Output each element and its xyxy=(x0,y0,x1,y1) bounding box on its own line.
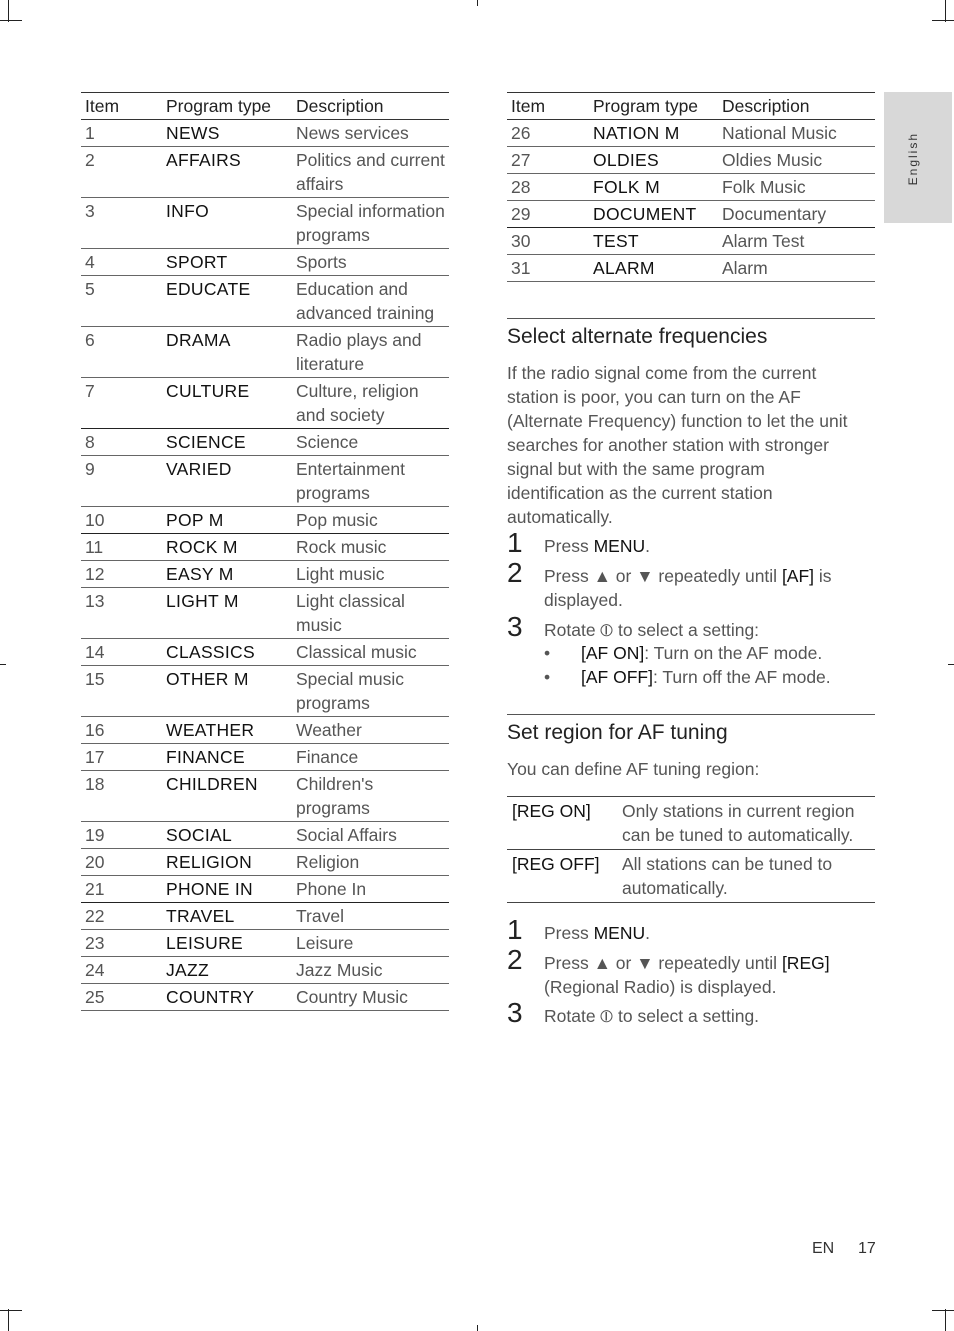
program-type: NATION M xyxy=(589,120,718,147)
region-options-table xyxy=(507,796,875,903)
table-row xyxy=(81,876,449,903)
item-number: 5 xyxy=(81,276,162,327)
table-row xyxy=(507,797,875,850)
program-description: News services xyxy=(292,120,449,147)
table-row xyxy=(81,666,449,717)
table-row xyxy=(81,507,449,534)
table-row xyxy=(81,903,449,930)
program-description: Finance xyxy=(292,744,449,771)
table-row xyxy=(81,930,449,957)
item-number: 10 xyxy=(81,507,162,534)
step-number: 2 xyxy=(507,557,523,588)
section-heading-region: Set region for AF tuning xyxy=(507,714,875,747)
item-number: 30 xyxy=(507,228,589,255)
program-description: National Music xyxy=(718,120,875,147)
table-row xyxy=(81,534,449,561)
program-type: COUNTRY xyxy=(162,984,292,1011)
crop-mark xyxy=(477,0,478,6)
program-description: Light music xyxy=(292,561,449,588)
program-type: CLASSICS xyxy=(162,639,292,666)
step-number: 1 xyxy=(507,914,523,945)
bullet-dot: • xyxy=(544,667,551,687)
table-row xyxy=(81,198,449,249)
program-type: EASY M xyxy=(162,561,292,588)
item-number: 6 xyxy=(81,327,162,378)
step-number: 3 xyxy=(507,611,523,642)
program-description: Social Affairs xyxy=(292,822,449,849)
item-number: 21 xyxy=(81,876,162,903)
program-description: Education and advanced training xyxy=(292,276,449,327)
table-row xyxy=(81,561,449,588)
table-row xyxy=(81,429,449,456)
item-number: 27 xyxy=(507,147,589,174)
step-text: Rotate ⦶ to select a setting. xyxy=(544,1006,760,1026)
item-number: 7 xyxy=(81,378,162,429)
table-row xyxy=(81,588,449,639)
step-number: 2 xyxy=(507,944,523,975)
step-text: Press xyxy=(544,923,594,943)
reg-on-key: [REG ON] xyxy=(507,797,617,850)
crop-mark xyxy=(0,1310,22,1311)
item-number: 24 xyxy=(81,957,162,984)
language-tab xyxy=(884,92,952,223)
item-number: 31 xyxy=(507,255,589,282)
program-type: TRAVEL xyxy=(162,903,292,930)
table-row xyxy=(507,228,875,255)
reg-off-desc: All stations can be tuned to automatically. xyxy=(617,850,875,903)
program-type: DOCUMENT xyxy=(589,201,718,228)
program-description: Politics and current affairs xyxy=(292,147,449,198)
table-row xyxy=(81,849,449,876)
header-program-type: Program type xyxy=(162,93,292,120)
program-description: Religion xyxy=(292,849,449,876)
program-description: Folk Music xyxy=(718,174,875,201)
program-type: OTHER M xyxy=(162,666,292,717)
crop-mark xyxy=(948,664,954,665)
bullet-text: : Turn on the AF mode. xyxy=(644,643,823,663)
crop-mark xyxy=(477,1325,478,1331)
bullet-dot: • xyxy=(544,643,551,663)
reg-key: [REG] xyxy=(781,953,830,973)
table-row xyxy=(81,378,449,429)
program-type: SCIENCE xyxy=(162,429,292,456)
item-number: 20 xyxy=(81,849,162,876)
table-row xyxy=(81,276,449,327)
item-number: 12 xyxy=(81,561,162,588)
table-row xyxy=(81,249,449,276)
bullet-text: : Turn off the AF mode. xyxy=(652,667,831,687)
program-description: Documentary xyxy=(718,201,875,228)
step-text: . xyxy=(645,923,651,943)
table-row xyxy=(81,120,449,147)
table-row xyxy=(81,639,449,666)
section-heading-af: Select alternate frequencies xyxy=(507,318,875,351)
step-text: Press ▲ or ▼ repeatedly until xyxy=(544,953,782,973)
program-type: LEISURE xyxy=(162,930,292,957)
table-row xyxy=(81,744,449,771)
item-number: 4 xyxy=(81,249,162,276)
table-row xyxy=(507,255,875,282)
page-number: 17 xyxy=(858,1240,876,1257)
program-type: ROCK M xyxy=(162,534,292,561)
program-description: Weather xyxy=(292,717,449,744)
program-type: INFO xyxy=(162,198,292,249)
step-text: Press ▲ or ▼ repeatedly until xyxy=(544,566,782,586)
program-type: EDUCATE xyxy=(162,276,292,327)
program-description: Culture, religion and society xyxy=(292,378,449,429)
crop-mark xyxy=(945,1309,946,1331)
item-number: 13 xyxy=(81,588,162,639)
table-row xyxy=(81,327,449,378)
program-description: Alarm xyxy=(718,255,875,282)
table-row xyxy=(507,850,875,903)
program-type: ALARM xyxy=(589,255,718,282)
item-number: 23 xyxy=(81,930,162,957)
step-text: (Regional Radio) is displayed. xyxy=(544,977,777,997)
item-number: 28 xyxy=(507,174,589,201)
program-type: FINANCE xyxy=(162,744,292,771)
header-description: Description xyxy=(718,93,875,120)
program-description: Science xyxy=(292,429,449,456)
table-row xyxy=(507,174,875,201)
reg-off-key: [REG OFF] xyxy=(507,850,617,903)
table-row xyxy=(81,147,449,198)
item-number: 25 xyxy=(81,984,162,1011)
program-type-table-left xyxy=(81,92,449,1011)
item-number: 17 xyxy=(81,744,162,771)
program-description: Light classical music xyxy=(292,588,449,639)
item-number: 1 xyxy=(81,120,162,147)
crop-mark xyxy=(0,664,6,665)
crop-mark xyxy=(932,20,954,21)
table-row xyxy=(81,771,449,822)
header-item: Item xyxy=(507,93,589,120)
table-row xyxy=(81,456,449,507)
program-type: PHONE IN xyxy=(162,876,292,903)
item-number: 19 xyxy=(81,822,162,849)
item-number: 26 xyxy=(507,120,589,147)
table-row xyxy=(507,120,875,147)
program-description: Pop music xyxy=(292,507,449,534)
step-number: 1 xyxy=(507,527,523,558)
step-number: 3 xyxy=(507,997,523,1028)
reg-on-desc: Only stations in current region can be tuned to automatically. xyxy=(617,797,875,850)
program-type: AFFAIRS xyxy=(162,147,292,198)
program-description: Jazz Music xyxy=(292,957,449,984)
program-type: VARIED xyxy=(162,456,292,507)
step-text: is displayed. xyxy=(544,566,832,610)
table-row xyxy=(81,717,449,744)
program-description: Special music programs xyxy=(292,666,449,717)
program-type: CULTURE xyxy=(162,378,292,429)
program-type: JAZZ xyxy=(162,957,292,984)
item-number: 29 xyxy=(507,201,589,228)
item-number: 2 xyxy=(81,147,162,198)
program-description: Sports xyxy=(292,249,449,276)
region-intro-paragraph: You can define AF tuning region: xyxy=(507,759,760,779)
program-type: OLDIES xyxy=(589,147,718,174)
program-description: Entertainment programs xyxy=(292,456,449,507)
program-type: TEST xyxy=(589,228,718,255)
crop-mark xyxy=(945,0,946,22)
table-row xyxy=(507,201,875,228)
af-key: [AF] xyxy=(781,566,815,586)
item-number: 18 xyxy=(81,771,162,822)
item-number: 14 xyxy=(81,639,162,666)
crop-mark xyxy=(8,0,9,22)
program-description: Special information programs xyxy=(292,198,449,249)
crop-mark xyxy=(8,1309,9,1331)
program-type: POP M xyxy=(162,507,292,534)
menu-key: MENU xyxy=(593,923,646,943)
header-description: Description xyxy=(292,93,449,120)
item-number: 9 xyxy=(81,456,162,507)
program-type: WEATHER xyxy=(162,717,292,744)
language-tab-label: English xyxy=(906,132,920,186)
af-on-key: [AF ON] xyxy=(581,643,645,663)
program-description: Radio plays and literature xyxy=(292,327,449,378)
footer-language: EN xyxy=(812,1240,835,1257)
crop-mark xyxy=(932,1310,954,1311)
program-type: CHILDREN xyxy=(162,771,292,822)
header-program-type: Program type xyxy=(589,93,718,120)
program-type: FOLK M xyxy=(589,174,718,201)
table-row xyxy=(81,957,449,984)
program-description: Leisure xyxy=(292,930,449,957)
program-description: Children's programs xyxy=(292,771,449,822)
program-description: Classical music xyxy=(292,639,449,666)
table-row xyxy=(507,147,875,174)
step-text: Rotate ⦶ to select a setting: xyxy=(544,620,760,640)
af-off-key: [AF OFF] xyxy=(581,667,653,687)
af-intro-paragraph: If the radio signal come from the current station is poor, you can turn on the AF (Alternate Frequency) function to let the unit searches for another station with stronger signal but with the same program identification as the current station automatically. xyxy=(507,363,848,527)
program-type: NEWS xyxy=(162,120,292,147)
menu-key: MENU xyxy=(593,536,646,556)
program-type-table-right xyxy=(507,92,875,282)
item-number: 16 xyxy=(81,717,162,744)
program-description: Travel xyxy=(292,903,449,930)
table-row xyxy=(81,822,449,849)
program-description: Alarm Test xyxy=(718,228,875,255)
item-number: 15 xyxy=(81,666,162,717)
item-number: 11 xyxy=(81,534,162,561)
item-number: 22 xyxy=(81,903,162,930)
program-type: RELIGION xyxy=(162,849,292,876)
program-type: SOCIAL xyxy=(162,822,292,849)
table-row xyxy=(81,984,449,1011)
program-type: DRAMA xyxy=(162,327,292,378)
program-description: Phone In xyxy=(292,876,449,903)
crop-mark xyxy=(0,20,22,21)
program-type: SPORT xyxy=(162,249,292,276)
step-text: . xyxy=(645,536,651,556)
program-description: Oldies Music xyxy=(718,147,875,174)
item-number: 8 xyxy=(81,429,162,456)
step-text: Press xyxy=(544,536,594,556)
program-description: Rock music xyxy=(292,534,449,561)
item-number: 3 xyxy=(81,198,162,249)
program-type: LIGHT M xyxy=(162,588,292,639)
header-item: Item xyxy=(81,93,162,120)
program-description: Country Music xyxy=(292,984,449,1011)
